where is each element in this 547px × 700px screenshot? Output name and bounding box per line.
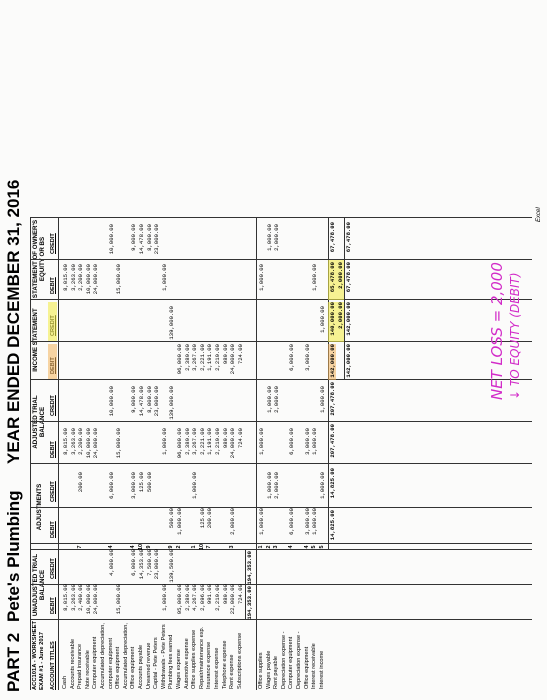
account-name: Prepaid insurance [77,643,84,689]
account-name: Withdrawals - Pete Peters [160,624,167,689]
cell-ac: 1,000.00 [265,472,273,499]
account-name: Note receivable [84,650,91,689]
cell-uc: 7,500.00 [145,549,153,576]
handwritten-net-loss: NET LOSS = 2,000 [488,262,506,400]
cell-td: 3,263.00 [69,428,77,455]
account-name: Office equipment [303,646,310,689]
account-name: Office equipment [130,646,137,689]
cell-bd: 15,000.00 [115,264,123,295]
hl-is-debit-header [48,344,57,380]
adjustment-ref: 2 [265,545,272,549]
grid-v-end [30,217,532,218]
account-name: Subscriptions expense [236,632,243,689]
cell-bc: 8,000.00 [145,224,153,251]
cell-ad: 2,000.00 [229,508,237,535]
cell-td: 724.00 [236,428,244,449]
cell-bc: 10,000.00 [107,224,115,255]
cell-ic: 139,000.00 [168,306,176,340]
cell-ac: 1,000.00 [318,472,326,499]
cell-bd: 24,000.00 [92,264,100,295]
company-title: Pete's Plumbing [4,490,23,622]
account-titles-header: ACCOUNT TITLES [50,641,56,690]
adj-total-credit: 14,825.00 [329,468,337,499]
section-divider [256,218,257,690]
col-bd-header: DEBIT [50,277,56,294]
cell-uc: 4,000.00 [107,549,115,576]
unadj-total-credit: 194,353.00 [246,551,254,585]
account-name: Repair/maintenance exp. [198,626,205,689]
cell-ad: 1,000.00 [258,508,265,535]
cell-ud: 95,000.00 [176,584,183,615]
col-ad-header: DEBIT [50,521,56,538]
cell-bc: 23,000.00 [153,224,161,255]
cell-ud: 989.00 [221,584,229,605]
bs-total-debit: 65,478.00 [329,262,337,293]
adjustment-ref: 1 [191,545,198,549]
cell-ud: 1,000.00 [160,584,168,611]
grid-v-ud [30,619,532,620]
adjustment-ref: 9 [145,545,152,549]
cell-ad: 125.00 [198,508,206,529]
handwritten-to-equity: ↓ TO EQUITY (DEBIT) [508,272,522,400]
account-name: Accumulated depreciation, [100,623,106,689]
cell-bc: 1,000.00 [265,224,273,251]
cell-tc: 1,000.00 [318,386,326,413]
adjustment-ref: 4 [303,545,310,549]
cell-td: 24,000.00 [92,428,100,459]
cell-id: 724.00 [236,344,244,365]
account-name: Accumulated depreciation, [122,623,129,689]
cell-td: 24,000.00 [229,428,237,459]
cell-td: 3,000.00 [303,428,311,455]
account-name: Depreciation expense - [280,631,287,689]
cell-ac: 200.00 [77,472,85,493]
bs-final-credit: 67,478.00 [344,222,352,253]
cell-ad: 200.00 [206,508,214,529]
cell-bd: 3,263.00 [69,264,77,291]
cell-tc: 9,000.00 [130,386,138,413]
income-header: INCOME STATEMENT [32,308,39,372]
cell-td: 96,000.00 [176,428,183,459]
grid-v-ic [30,341,532,342]
account-name: computer equipment [107,638,114,689]
cell-td: 3,267.00 [191,428,199,455]
account-name: Office supplies [258,652,264,689]
cell-tc: 2,000.00 [273,386,281,413]
account-name: Interest expense [214,647,220,689]
grid-h-head [58,218,59,690]
account-name: Computer equipment [288,636,295,689]
cell-td: 1,000.00 [160,428,168,455]
account-name: Office equipment [115,646,122,689]
unadj-total-debit: 194,353.00 [246,586,254,620]
grid-v-ac [30,507,532,508]
excel-label: Excel [536,207,542,222]
account-name: Insurance expense [206,641,213,689]
adj-total-debit: 14,825.00 [329,510,337,541]
adjustment-ref: 5 [311,545,318,549]
account-name: Interest income [318,650,325,689]
cell-bc: 2,000.00 [273,224,281,251]
cell-id: 2,389.00 [183,344,191,371]
unadjusted-header: UNADJUSTED TRIAL BALANCE [32,553,46,617]
cell-bd: 1,000.00 [258,264,265,291]
cell-td: 8,015.00 [62,428,69,455]
cell-uc: 23,000.00 [153,549,161,580]
cell-td: 6,000.00 [288,428,296,455]
cell-bd: 10,000.00 [84,264,92,295]
account-name: Cash [62,675,68,689]
col-tc-header: CREDIT [50,395,56,416]
account-name: Interest receivable [311,643,318,689]
cell-id: 2,219.00 [214,344,221,371]
cell-ud: 2,400.00 [77,584,85,611]
bs-total-credit: 67,478.00 [329,222,337,253]
cell-uc: 6,000.00 [130,549,138,576]
cell-ud: 4,267.00 [191,584,199,611]
adjustment-ref: 2 [176,545,182,549]
account-name: Rent payable [273,656,280,689]
cell-ud: 2,096.00 [198,584,206,611]
adjustment-ref: 9 [168,545,175,549]
cell-td: 2,389.00 [183,428,191,455]
cell-id: 96,000.00 [176,344,183,375]
adjustment-ref: 3 [273,545,280,549]
col-td-header: DEBIT [50,441,56,458]
grid-v-td [30,463,532,464]
cell-bc: 14,478.00 [138,224,145,255]
grid-v-ad [30,543,532,544]
grid-v-ref [30,549,532,550]
cell-td: 1,000.00 [311,428,319,455]
account-name: Capital - Pete Peters [153,637,160,689]
cell-td: 989.00 [221,428,229,449]
cell-td: 15,000.00 [115,428,123,459]
cell-id: 1,191.00 [206,344,214,371]
cell-bd: 1,000.00 [160,264,168,291]
adjustment-ref: 10 [138,544,144,550]
cell-td: 2,200.00 [77,428,85,455]
cell-ud: 991.00 [206,584,214,605]
account-name: Wages payable [265,650,272,689]
adjustment-ref: 4 [107,545,114,549]
tb-total-credit: 207,478.00 [329,382,337,416]
cell-tc: 14,478.00 [138,386,145,417]
is-net-loss: 2,000.00 [337,302,344,329]
cell-td: 1,000.00 [258,428,265,455]
cell-ic: 1,000.00 [318,306,326,333]
adjusted-header: ADJUSTED TRIAL BALANCE [32,395,46,449]
cell-tc: 139,000.00 [168,386,176,420]
cell-td: 1,191.00 [206,428,214,455]
adjustment-ref: 5 [318,545,325,549]
adjustment-ref: 1 [258,545,264,549]
period-title: YEAR ENDED DECEMBER 31, 2016 [4,179,23,464]
cell-id: 2,221.00 [198,344,206,371]
adjustment-ref: 4 [288,545,295,549]
account-name: Rent expense [229,654,236,689]
hl-is-credit-header [48,302,57,342]
adjustment-ref: 7 [77,545,84,549]
is-final-credit: 142,000.00 [344,302,352,336]
cell-uc: 14,353.00 [138,549,145,580]
cell-ud: 10,000.00 [84,584,92,615]
grid-v-uc [30,584,532,585]
is-final-debit: 142,000.00 [344,344,352,378]
cell-tc: 10,000.00 [107,386,115,417]
cell-ud: 2,219.00 [214,584,221,611]
cell-tc: 1,000.00 [265,386,273,413]
adjustments-header: ADJUSTMENTS [36,483,43,531]
grid-v-id [30,379,532,380]
cell-id: 6,000.00 [288,344,296,371]
cell-ac: 6,000.00 [107,472,115,499]
grid-v-tc [30,421,532,422]
col-ud-header: DEBIT [50,597,56,614]
cell-bc: 9,000.00 [130,224,138,251]
tb-total-debit: 207,478.00 [329,424,337,458]
account-name: Accounts receivable [69,638,76,689]
cell-ac: 1,000.00 [191,472,199,499]
col-bc-header: CREDIT [50,233,56,254]
cell-uc: 139,500.00 [168,549,176,583]
account-name: Wages expense [176,649,182,689]
cell-ac: 125.00 [138,472,145,493]
cell-ud: 3,263.00 [69,584,77,611]
account-name: Plumbing fees earned [168,634,175,689]
cell-ud: 724.00 [236,584,244,605]
part-title: PART 2 [4,632,23,692]
adjustment-ref: 7 [206,545,213,549]
cell-id: 989.00 [221,344,229,365]
is-total-debit: 142,000.00 [329,344,337,378]
cell-ud: 22,000.00 [229,584,237,615]
cell-ud: 8,015.00 [62,584,69,611]
account-name: Depreciation expense - [296,631,302,689]
cell-ac: 500.00 [145,472,153,493]
bs-net-loss: 2,000.00 [337,262,344,289]
exam-label: EXAM #1 - June 2017 [39,632,45,690]
cell-ad: 1,000.00 [176,508,183,535]
account-name: Office supplies expense [191,629,198,689]
account-name: Telephone expense [221,640,228,689]
adjustment-ref: 10 [198,544,205,550]
cell-ac: 2,000.00 [273,472,281,499]
cell-ad: 6,000.00 [288,508,296,535]
cell-ad: 3,000.00 [303,508,311,535]
grid-h-top [30,218,31,690]
cell-td: 2,221.00 [198,428,206,455]
account-name: Accounts payable [138,644,144,689]
grid-v-bc [30,259,532,260]
cell-ud: 15,000.00 [115,584,123,615]
cell-ud: 2,389.00 [183,584,191,611]
account-name: Automotive expense [183,638,190,689]
account-name: Computer equipment [92,636,99,689]
cell-tc: 23,000.00 [153,386,161,417]
is-total-credit: 140,000.00 [329,302,337,336]
owners-header: STATEMENT OF OWNER'S EQUITY OR BS [32,219,46,299]
cell-id: 3,000.00 [303,344,311,371]
bs-final-debit: 67,478.00 [344,262,352,293]
cell-bd: 1,000.00 [311,264,319,291]
cell-ad: 500.00 [168,508,176,529]
cell-td: 10,000.00 [84,428,92,459]
col-uc-header: CREDIT [50,558,56,579]
cell-ad: 1,000.00 [311,508,319,535]
cell-ud: 24,000.00 [92,584,100,615]
cell-id: 24,000.00 [229,344,237,375]
adjustment-ref: 3 [229,545,236,549]
cell-id: 3,267.00 [191,344,199,371]
grid-v-bd [30,299,532,300]
cell-tc: 8,000.00 [145,386,153,413]
cell-ac: 3,000.00 [130,472,138,499]
adjustment-ref: 4 [130,545,137,549]
course-label: ACC101A - WORKSHEET [32,620,38,690]
account-name: Unearned revenue [145,642,152,689]
cell-bd: 8,015.00 [62,264,69,291]
cell-bd: 2,200.00 [77,264,85,291]
cell-td: 2,219.00 [214,428,221,455]
col-ac-header: CREDIT [50,481,56,502]
